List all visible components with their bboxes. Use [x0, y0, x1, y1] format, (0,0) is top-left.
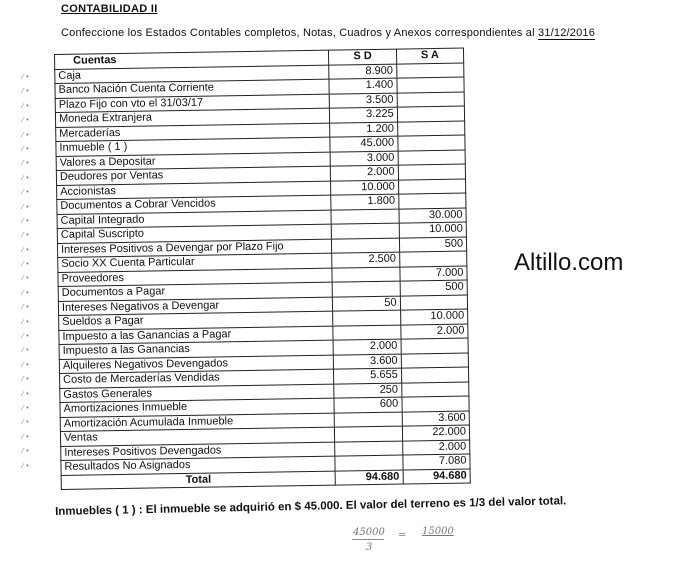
- cell-saldo-deudor: [331, 209, 399, 225]
- cell-cuenta: Deudores por Ventas: [56, 166, 331, 185]
- cell-cuenta: Sueldos a Pagar: [59, 311, 334, 330]
- checkmark-icon: ⁄ •: [22, 73, 30, 81]
- checkmark-icon: ⁄ •: [22, 288, 30, 297]
- cell-cuenta: Impuesto a las Ganancias: [59, 340, 334, 359]
- handwritten-calc-bottom: 3: [366, 542, 373, 553]
- handwritten-fraction-bar: [352, 539, 384, 540]
- cell-saldo-deudor: 10.000: [331, 180, 399, 196]
- checkmark-icon: ⁄ •: [22, 144, 30, 153]
- checkmark-icon: ⁄ •: [22, 130, 30, 139]
- cell-saldo-deudor: 2.000: [333, 339, 401, 355]
- header-sd: S D: [329, 49, 397, 65]
- total-sa: 94.680: [403, 469, 471, 485]
- checkmark-icon: ⁄ •: [22, 346, 30, 355]
- cell-saldo-deudor: 50: [333, 296, 401, 312]
- checkmark-icon: ⁄ •: [22, 447, 30, 456]
- total-label: Total: [61, 471, 336, 490]
- checkmark-icon: ⁄ •: [22, 159, 30, 168]
- cell-cuenta: Gastos Generales: [60, 384, 335, 403]
- cell-saldo-acreedor: 500: [400, 280, 468, 296]
- cell-saldo-deudor: [335, 455, 403, 471]
- checkmark-icon: ⁄ •: [22, 245, 30, 254]
- checkmark-icon: ⁄ •: [22, 116, 30, 125]
- cell-saldo-acreedor: [400, 295, 468, 311]
- cell-saldo-deudor: 5.655: [334, 368, 402, 384]
- cell-saldo-deudor: 3.500: [330, 93, 398, 109]
- cell-cuenta: Amortización Acumulada Inmueble: [60, 413, 335, 432]
- cell-saldo-acreedor: [402, 396, 470, 412]
- cell-cuenta: Resultados No Asignados: [61, 456, 336, 475]
- cell-saldo-deudor: [335, 426, 403, 442]
- cell-cuenta: Documentos a Cobrar Vencidos: [57, 195, 332, 214]
- checkmark-icon: ⁄ •: [22, 202, 30, 211]
- cell-cuenta: Intereses Positivos Devengados: [61, 442, 336, 461]
- instruction-sentence: Confeccione los Estados Contables completos, Notas, Cuadros y Anexos correspondientes al: [61, 27, 535, 39]
- handwritten-equals: =: [398, 530, 407, 541]
- checkmark-icon: ⁄ •: [22, 303, 30, 312]
- cell-saldo-acreedor: [398, 164, 466, 180]
- checkmark-icon: ⁄ •: [22, 173, 30, 182]
- cell-cuenta: Socio XX Cuenta Particular: [58, 253, 333, 272]
- cell-saldo-deudor: 3.600: [334, 354, 402, 370]
- cell-saldo-acreedor: [399, 251, 467, 267]
- cell-saldo-deudor: 2.500: [332, 252, 400, 268]
- instruction-date: 31/12/2016: [538, 27, 596, 39]
- trial-balance-table: [54, 48, 471, 490]
- header-cuentas: Cuentas: [55, 50, 330, 69]
- cell-cuenta: Valores a Depositar: [56, 152, 331, 171]
- cell-saldo-acreedor: [401, 382, 469, 398]
- cell-saldo-deudor: 3.000: [330, 151, 398, 167]
- cell-cuenta: Inmueble ( 1 ): [56, 137, 331, 156]
- checkmark-icon: ⁄ •: [22, 461, 30, 470]
- cell-saldo-acreedor: [398, 193, 466, 209]
- cell-saldo-acreedor: [397, 106, 465, 122]
- cell-saldo-acreedor: [398, 135, 466, 151]
- margin-checkmarks: [22, 70, 52, 473]
- cell-saldo-deudor: [335, 412, 403, 428]
- cell-saldo-acreedor: [401, 353, 469, 369]
- checkmark-icon: ⁄ •: [22, 403, 30, 412]
- checkmark-icon: ⁄ •: [22, 389, 30, 398]
- cell-cuenta: Intereses Negativos a Devengar: [58, 297, 333, 316]
- cell-cuenta: Capital Integrado: [57, 210, 332, 229]
- cell-saldo-deudor: [332, 238, 400, 254]
- footnote-inmuebles: Inmuebles ( 1 ) : El inmueble se adquirió en $ 45.000. El valor del terreno es 1/3 del valor total.: [55, 495, 567, 518]
- cell-saldo-acreedor: 10.000: [399, 222, 467, 238]
- handwritten-calc-right: 15000: [422, 526, 454, 537]
- cell-cuenta: Costo de Mercaderías Vendidas: [60, 369, 335, 388]
- balance-sheet: [54, 48, 471, 490]
- checkmark-icon: ⁄ •: [22, 332, 30, 341]
- cell-saldo-deudor: 3.225: [330, 107, 398, 123]
- checkmark-icon: ⁄ •: [22, 101, 30, 110]
- cell-saldo-deudor: 600: [334, 397, 402, 413]
- cell-cuenta: Impuesto a las Ganancias a Pagar: [59, 326, 334, 345]
- cell-cuenta: Accionistas: [57, 181, 332, 200]
- checkmark-icon: ⁄ •: [22, 375, 30, 384]
- cell-saldo-deudor: [335, 441, 403, 457]
- cell-saldo-deudor: [333, 281, 401, 297]
- cell-cuenta: Plazo Fijo con vto el 31/03/17: [55, 94, 330, 113]
- cell-cuenta: Amortizaciones Inmueble: [60, 398, 335, 417]
- cell-saldo-acreedor: 3.600: [402, 411, 470, 427]
- exam-title: CONTABILIDAD II: [61, 3, 158, 15]
- checkmark-icon: ⁄ •: [22, 231, 30, 240]
- checkmark-icon: ⁄ •: [22, 432, 30, 441]
- cell-saldo-acreedor: [398, 150, 466, 166]
- cell-cuenta: Capital Suscripto: [57, 224, 332, 243]
- cell-saldo-deudor: 8.900: [329, 64, 397, 80]
- cell-saldo-deudor: 45.000: [330, 136, 398, 152]
- cell-saldo-acreedor: 2.000: [402, 440, 470, 456]
- checkmark-icon: ⁄ •: [22, 274, 30, 283]
- checkmark-icon: ⁄ •: [22, 418, 30, 427]
- cell-cuenta: Ventas: [60, 427, 335, 446]
- cell-saldo-acreedor: 7.080: [403, 454, 471, 470]
- cell-cuenta: Intereses Positivos a Devengar por Plazo Fijo: [57, 239, 332, 258]
- cell-cuenta: Banco Nación Cuenta Corriente: [55, 79, 330, 98]
- checkmark-icon: ⁄ •: [22, 360, 30, 369]
- cell-saldo-deudor: 1.400: [329, 78, 397, 94]
- watermark-text: Altillo.com: [514, 249, 624, 276]
- cell-saldo-acreedor: 30.000: [399, 208, 467, 224]
- cell-cuenta: Moneda Extranjera: [55, 108, 330, 127]
- handwritten-calc-top: 45000: [353, 527, 385, 538]
- checkmark-icon: ⁄ •: [22, 260, 30, 269]
- cell-cuenta: Proveedores: [58, 268, 333, 287]
- cell-saldo-acreedor: [397, 92, 465, 108]
- cell-saldo-deudor: 250: [334, 383, 402, 399]
- cell-saldo-acreedor: 500: [399, 237, 467, 253]
- cell-saldo-acreedor: [397, 77, 465, 93]
- cell-saldo-acreedor: 2.000: [400, 324, 468, 340]
- cell-saldo-deudor: 1.200: [330, 122, 398, 138]
- cell-cuenta: Alquileres Negativos Devengados: [59, 355, 334, 374]
- cell-saldo-deudor: [332, 267, 400, 283]
- checkmark-icon: ⁄ •: [22, 188, 30, 197]
- cell-saldo-acreedor: [401, 338, 469, 354]
- cell-cuenta: Documentos a Pagar: [58, 282, 333, 301]
- cell-cuenta: Caja: [55, 65, 330, 84]
- cell-saldo-deudor: 2.000: [331, 165, 399, 181]
- cell-saldo-acreedor: [396, 63, 464, 79]
- cell-saldo-deudor: [332, 223, 400, 239]
- header-sa: S A: [396, 48, 464, 64]
- cell-cuenta: Mercaderías: [56, 123, 331, 142]
- instruction-text: [61, 27, 595, 39]
- cell-saldo-deudor: 1.800: [331, 194, 399, 210]
- cell-saldo-acreedor: [401, 367, 469, 383]
- checkmark-icon: ⁄ •: [22, 216, 30, 225]
- cell-saldo-acreedor: 10.000: [400, 309, 468, 325]
- cell-saldo-acreedor: 22.000: [402, 425, 470, 441]
- cell-saldo-acreedor: [397, 121, 465, 137]
- checkmark-icon: ⁄ •: [22, 87, 30, 96]
- total-sd: 94.680: [335, 470, 403, 486]
- cell-saldo-acreedor: [398, 179, 466, 195]
- cell-saldo-deudor: [333, 310, 401, 326]
- checkmark-icon: ⁄ •: [22, 317, 30, 326]
- cell-saldo-deudor: [333, 325, 401, 341]
- cell-saldo-acreedor: 7.000: [400, 266, 468, 282]
